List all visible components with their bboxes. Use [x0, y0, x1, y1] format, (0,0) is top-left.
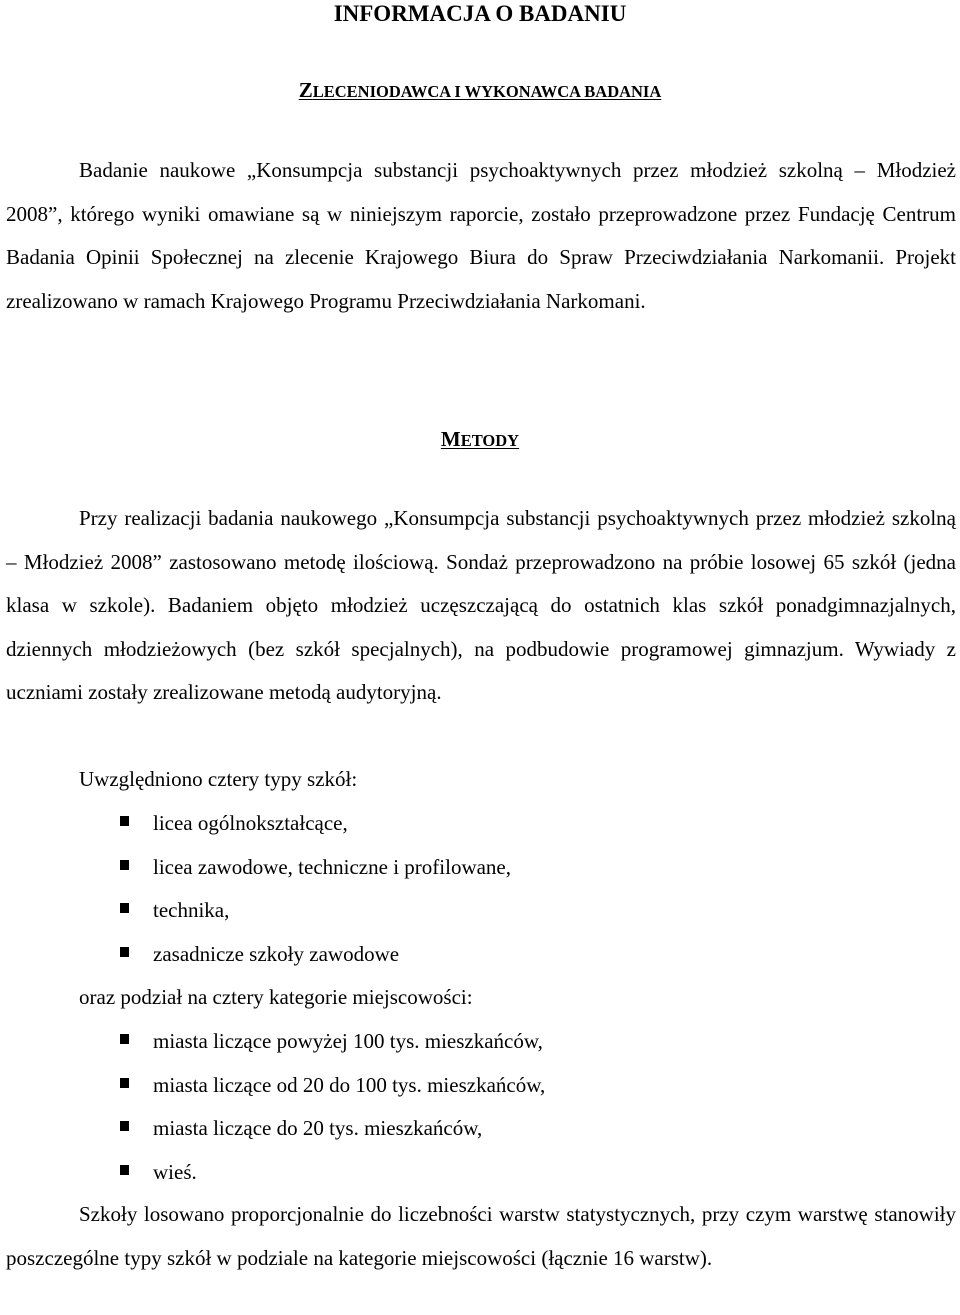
list-item: wieś. — [0, 1158, 960, 1202]
list-item: licea zawodowe, techniczne i profilowane, — [0, 853, 960, 897]
list-item: technika, — [0, 896, 960, 940]
heading-rest: ETODY — [460, 431, 520, 450]
section-heading-methods — [0, 427, 960, 452]
heading-rest: LECENIODAWCA I WYKONAWCA BADANIA — [312, 82, 662, 101]
square-bullet-icon — [120, 1121, 129, 1131]
list-item: miasta liczące od 20 do 100 tys. mieszkańców, — [0, 1071, 960, 1115]
list-item: miasta liczące powyżej 100 tys. mieszkańców, — [0, 1027, 960, 1071]
square-bullet-icon — [120, 947, 129, 957]
square-bullet-icon — [120, 816, 129, 826]
square-bullet-icon — [120, 1165, 129, 1175]
heading-initial: M — [440, 427, 461, 451]
section-heading-commissioner — [0, 78, 960, 103]
square-bullet-icon — [120, 1078, 129, 1088]
list-item: zasadnicze szkoły zawodowe — [0, 940, 960, 984]
sampling-paragraph: Szkoły losowano proporcjonalnie do liczebności warstw statystycznych, przy czym warstwę stanowiły poszczególne typy szkół w podziale na kategorie miejscowości (łącznie 16 warstw). — [6, 1202, 956, 1270]
commissioner-paragraph: Badanie naukowe „Konsumpcja substancji psychoaktywnych przez młodzież szkolną – Młodzież 2008”, którego wyniki omawiane są w niniejszym raporcie, zostało przeprowadzone przez Fundację Centrum Badania Opinii Społecznej na zlecenie Krajowego Biura do Spraw Przeciwdziałania Narkomanii. Projekt zrealizowano w ramach Krajowego Programu Przeciwdziałania Narkomani. — [6, 158, 956, 313]
list-item: miasta liczące do 20 tys. mieszkańców, — [0, 1114, 960, 1158]
square-bullet-icon — [120, 903, 129, 913]
document-title: INFORMACJA O BADANIU — [333, 1, 627, 26]
school-types-list — [0, 809, 960, 983]
list-item: licea ogólnokształcące, — [0, 809, 960, 853]
methods-paragraph: Przy realizacji badania naukowego „Konsumpcja substancji psychoaktywnych przez młodzież szkolną – Młodzież 2008” zastosowano metodę ilościową. Sondaż przeprowadzono na próbie losowej 65 szkół (jedna klasa w szkole). Badaniem objęto młodzież uczęszczającą do ostatnich klas szkół ponadgimnazjalnych, dziennych młodzieżowych (bez szkół specjalnych), na podbudowie programowej gimnazjum. Wywiady z uczniami zostały zrealizowane metodą audytoryjną. — [6, 506, 956, 705]
locality-list — [0, 1027, 960, 1201]
heading-initial: Z — [298, 78, 313, 102]
school-types-intro: Uwzględniono cztery typy szkół: — [79, 767, 358, 791]
square-bullet-icon — [120, 1034, 129, 1044]
locality-intro: oraz podział na cztery kategorie miejscowości: — [79, 985, 473, 1009]
square-bullet-icon — [120, 860, 129, 870]
